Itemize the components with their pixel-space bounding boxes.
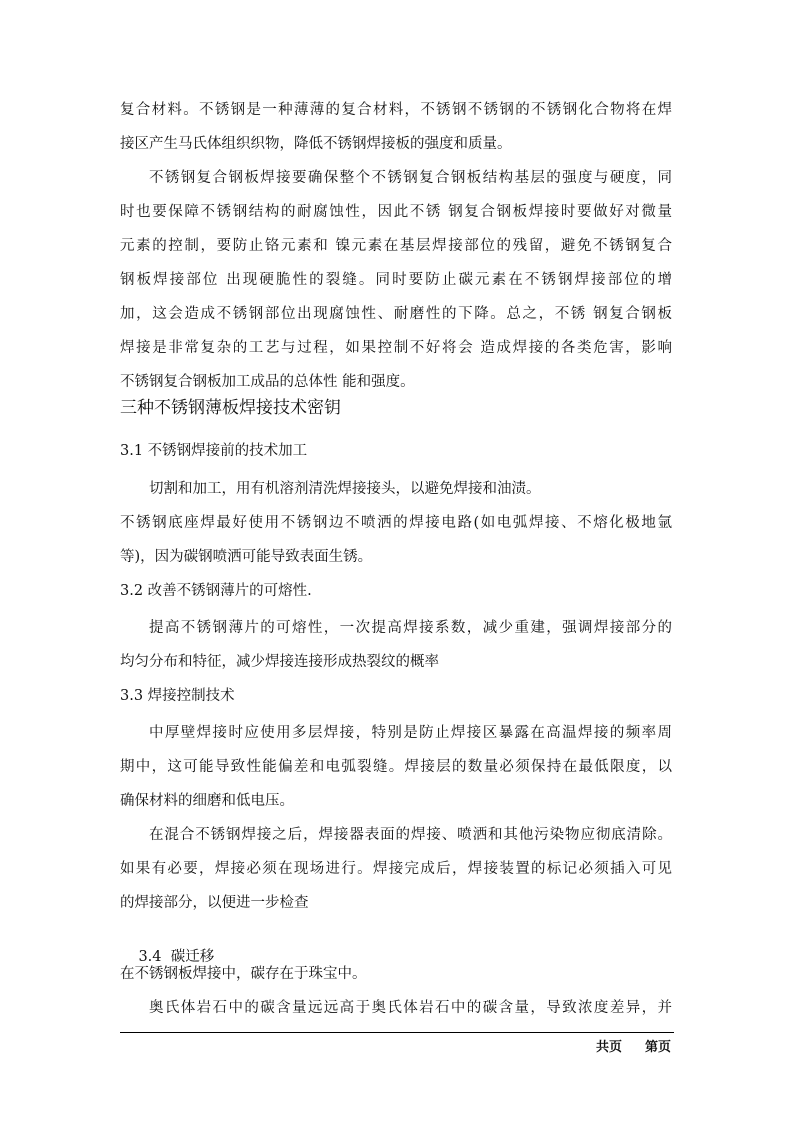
subsection-title: 不锈钢焊接前的技术加工	[147, 443, 308, 459]
subsection-heading-3-3	[120, 686, 235, 706]
paragraph-line: 时也要保障不锈钢结构的耐腐蚀性，因此不锈 钢复合钢板焊接时要做好对微量	[120, 204, 672, 220]
paragraph-line: 不锈钢复合钢板加工成品的总体性 能和强度。	[120, 374, 415, 390]
paragraph-line: 提高不锈钢薄片的可熔性，一次提高焊接系数，减少重建，强调焊接部分的	[149, 620, 672, 636]
paragraph-line: 期中，这可能导致性能偏差和电弧裂缝。焊接层的数量必须保持在最低限度，以	[120, 759, 672, 775]
paragraph-line: 的焊接部分，以便进一步检查	[120, 895, 309, 911]
paragraph-line: 不锈钢底座焊最好使用不锈钢边不喷洒的焊接电路(如电弧焊接、不熔化极地氩	[120, 515, 672, 531]
paragraph-line: 复合材料。不锈钢是一种薄薄的复合材料，不锈钢不锈钢的不锈钢化合物将在焊	[120, 102, 672, 118]
subsection-number: 3.1	[120, 443, 148, 459]
section-heading: 三种不锈钢薄板焊接技术密钥	[120, 398, 341, 418]
paragraph-line: 元素的控制，要防止铬元素和 镍元素在基层焊接部位的残留，避免不锈钢复合	[120, 238, 672, 254]
paragraph-line: 加，这会造成不锈钢部位出现腐蚀性、耐磨性的下降。总之，不锈 钢复合钢板	[120, 306, 672, 322]
subsection-title: 焊接控制技术	[147, 688, 235, 704]
paragraph-line: 钢板焊接部位 出现硬脆性的裂缝。同时要防止碳元素在不锈钢焊接部位的增	[120, 272, 672, 288]
footer-page-number: 第页	[645, 1040, 672, 1055]
subsection-title: 碳迁移	[170, 949, 215, 965]
paragraph-line: 焊接是非常复杂的工艺与过程，如果控制不好将会 造成焊接的各类危害，影响	[120, 340, 672, 356]
paragraph-line: 切割和加工，用有机溶剂清洗焊接接头，以避免焊接和油渍。	[149, 481, 541, 497]
paragraph-line: 确保材料的细磨和低电压。	[120, 793, 294, 809]
subsection-title-suffix: .	[307, 583, 312, 599]
paragraph-line: 中厚壁焊接时应使用多层焊接，特别是防止焊接区暴露在高温焊接的频率周	[149, 725, 672, 741]
paragraph-line: 等)，因为碳钢喷洒可能导致表面生锈。	[120, 549, 373, 565]
subsection-heading-3-1	[120, 441, 307, 461]
subsection-heading-3-2	[120, 581, 312, 601]
paragraph-line: 在混合不锈钢焊接之后，焊接器表面的焊接、喷洒和其他污染物应彻底清除。	[149, 827, 672, 843]
paragraph-line: 接区产生马氏体组织织物，降低不锈钢焊接板的强度和质量。	[120, 136, 512, 152]
subsection-title: 改善不锈钢薄片的可熔性	[147, 583, 308, 599]
paragraph-line: 均匀分布和特征，减少焊接连接形成热裂纹的概率	[120, 654, 439, 670]
footer-rule	[120, 1032, 674, 1033]
paragraph-line: 不锈钢复合钢板焊接要确保整个不锈钢复合钢板结构基层的强度与硬度，同	[149, 170, 672, 186]
paragraph-line: 奥氏体岩石中的碳含量远远高于奥氏体岩石中的碳含量，导致浓度差异，并	[149, 1000, 672, 1016]
paragraph-line: 如果有必要，焊接必须在现场进行。焊接完成后，焊接装置的标记必须插入可见	[120, 861, 672, 877]
paragraph-line: 在不锈钢板焊接中，碳存在于珠宝中。	[120, 966, 367, 982]
subsection-number: 3.4	[138, 949, 171, 965]
footer-total-pages: 共页	[596, 1040, 623, 1055]
subsection-number: 3.3	[120, 688, 148, 704]
subsection-number: 3.2	[120, 583, 148, 599]
